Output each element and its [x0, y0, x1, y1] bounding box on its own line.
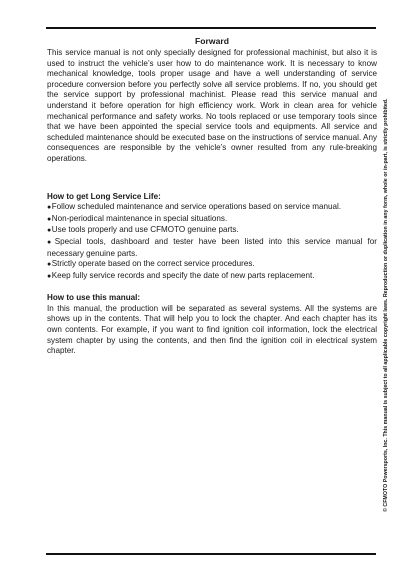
- list-item: ●Keep fully service records and specify the date of new parts replacement.: [47, 270, 315, 280]
- bullet-icon: ●: [47, 227, 52, 235]
- bullet-icon: ●: [47, 238, 55, 246]
- bullet-icon: ●: [47, 215, 52, 223]
- page-title: Forward: [195, 36, 229, 46]
- bottom-rule: [46, 553, 376, 555]
- copyright-notice: [383, 98, 389, 513]
- long-service-life-list: [47, 202, 377, 282]
- list-item: ●Use tools properly and use CFMOTO genuine parts.: [47, 225, 239, 235]
- how-to-use-paragraph: In this manual, the production will be separated as several systems. All the systems are shows up in the contents. That will help you to lock the chapter. And each chapter has its own contents. For example, if you want to find ignition coil information, lock the electrical system chapter by using the contents, and then find the ignition coil in electrical system chapter.: [47, 303, 377, 356]
- page-content: [47, 36, 377, 357]
- list-item: ●Special tools, dashboard and tester have been listed into this service manual for necessary genuine parts.: [47, 236, 377, 258]
- list-item: ●Strictly operate based on the correct service procedures.: [47, 259, 255, 269]
- section-heading-long-service-life: How to get Long Service Life:: [47, 191, 161, 201]
- bullet-icon: ●: [47, 204, 52, 212]
- top-rule: [46, 27, 376, 29]
- list-item: ●Follow scheduled maintenance and service operations based on service manual.: [47, 202, 342, 212]
- list-item: ●Non-periodical maintenance in special situations.: [47, 213, 228, 223]
- bullet-icon: ●: [47, 261, 52, 269]
- intro-paragraph: This service manual is not only specially designed for professional machinist, but also it is used to instruct the vehicle’s user how to do maintenance work. It is necessary to know mechanical knowledge, tools proper usage and have a well understanding of service procedure conversion before you perfectly solve all service problems. If no, you should get the service support by professional machinist. Please read this service manual and understand it before operation for high efficiency work. Work in clean area for vehicle mechanical performance and safety works. No tools replaced or use temporary tools since that we have been appointed the special service tools and equipments. All service and scheduled maintenance should be executed base on the instructions of service manual. Any consequences are responsible by the vehicle’s owner resulted from any rule-breaking operations.: [47, 48, 377, 163]
- section-heading-how-to-use: How to use this manual:: [47, 293, 141, 303]
- bullet-icon: ●: [47, 272, 52, 280]
- copyright-text: © CFMOTO Powersports, Inc. This manual is subject to all applicable copyright laws. Reproduction or duplication in any form, whole or in-part, is strictly prohibited.: [383, 98, 389, 512]
